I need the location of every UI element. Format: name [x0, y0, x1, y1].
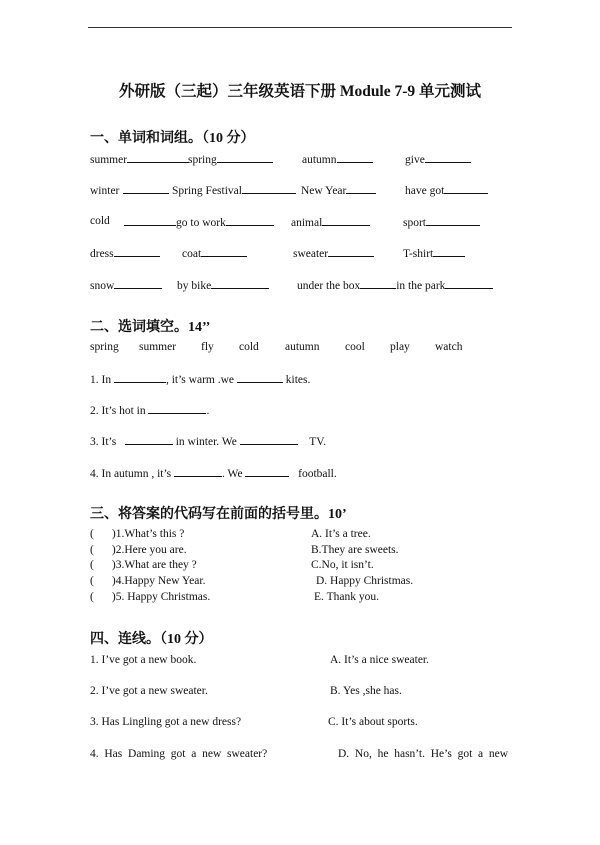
- vocab-item: T-shirt: [403, 246, 465, 260]
- vocab-item: coat: [182, 246, 247, 260]
- top-rule: [88, 27, 512, 28]
- link-right-item: C. It’s about sports.: [328, 716, 418, 728]
- fill-sentence: 3. It’s in winter. We TV.: [90, 436, 326, 448]
- vocab-item: go to work: [124, 215, 274, 229]
- vocab-item: snow: [90, 278, 162, 292]
- vocab-item: New Year: [301, 183, 376, 197]
- word-bank-item: summer: [139, 341, 177, 353]
- word-bank-item: spring: [90, 341, 119, 353]
- vocab-item: have got: [405, 183, 488, 197]
- vocab-item: by bike: [177, 278, 269, 292]
- vocab-item: animal: [291, 215, 370, 229]
- link-left-item: 3. Has Lingling got a new dress?: [90, 716, 242, 728]
- section-2-heading: 二、选词填空。14’’: [90, 320, 211, 335]
- vocab-item: Spring Festival: [172, 183, 296, 197]
- vocab-item: under the box in the park: [297, 278, 493, 292]
- word-bank-item: cold: [239, 341, 259, 353]
- link-left-item: 4. Has Daming got a new sweater?: [90, 748, 268, 760]
- word-bank-item: autumn: [285, 341, 320, 353]
- vocab-item: sweater: [293, 246, 374, 260]
- match-question: ( )5. Happy Christmas.: [90, 591, 211, 603]
- match-question: ( )3.What are they ?: [90, 559, 197, 571]
- vocab-item: cold: [90, 215, 110, 227]
- link-left-item: 2. I’ve got a new sweater.: [90, 685, 208, 697]
- vocab-item: dress: [90, 246, 160, 260]
- word-bank-item: watch: [435, 341, 463, 353]
- word-bank-item: play: [390, 341, 410, 353]
- match-question: ( )2.Here you are.: [90, 544, 187, 556]
- link-right-item: D. No, he hasn’t. He’s got a new: [338, 748, 509, 760]
- match-question: ( )1.What’s this ?: [90, 528, 185, 540]
- vocab-item: autumn: [302, 152, 373, 166]
- fill-sentence: 1. In , it’s warm .we kites.: [90, 374, 311, 386]
- page-title: 外研版（三起）三年级英语下册 Module 7-9 单元测试: [118, 83, 482, 100]
- link-right-item: B. Yes ,she has.: [330, 685, 402, 697]
- fill-sentence: 4. In autumn , it’s . We football.: [90, 468, 337, 480]
- word-bank-item: cool: [345, 341, 365, 353]
- vocab-item: spring: [188, 152, 273, 166]
- match-question: ( )4.Happy New Year.: [90, 575, 206, 587]
- link-right-item: A. It’s a nice sweater.: [330, 654, 429, 666]
- match-answer: D. Happy Christmas.: [316, 575, 414, 587]
- match-answer: C.No, it isn’t.: [311, 559, 374, 571]
- section-3-heading: 三、将答案的代码写在前面的括号里。10’: [90, 507, 347, 522]
- word-bank-item: fly: [201, 341, 214, 353]
- vocab-item: winter: [90, 183, 169, 197]
- match-answer: A. It’s a tree.: [311, 528, 371, 540]
- section-1-heading: 一、单词和词组。（10 分）: [90, 131, 255, 146]
- link-left-item: 1. I’ve got a new book.: [90, 654, 197, 666]
- vocab-item: give: [405, 152, 471, 166]
- match-answer: B.They are sweets.: [311, 544, 399, 556]
- section-4-heading: 四、连线。（10 分）: [90, 632, 213, 647]
- vocab-item: summer: [90, 152, 189, 166]
- fill-sentence: 2. It’s hot in .: [90, 405, 210, 417]
- match-answer: E. Thank you.: [314, 591, 379, 603]
- vocab-item: sport: [403, 215, 480, 229]
